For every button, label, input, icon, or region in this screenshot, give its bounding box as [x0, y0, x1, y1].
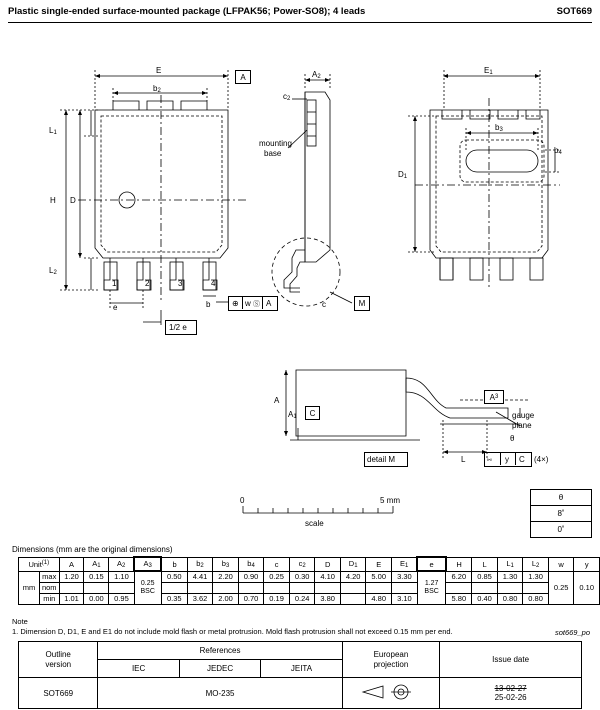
scale-five-mm: 5 mm	[380, 496, 400, 505]
dim-arrow	[223, 74, 228, 78]
col-A1: A1	[84, 557, 109, 571]
dim-arrow	[284, 431, 288, 436]
cell-D-nom	[315, 582, 341, 593]
dim-arrow	[325, 78, 330, 82]
label-H: H	[50, 196, 56, 205]
cell-L-max: 0.85	[472, 571, 498, 582]
dim-arrow	[443, 450, 448, 454]
package-code: SOT669	[556, 6, 592, 17]
cell-b-nom	[161, 582, 187, 593]
angle-min: 0˚	[557, 525, 565, 534]
cell-b3-max: 2.20	[213, 571, 239, 582]
cell-A3-bsc: 0.25 BSC	[134, 571, 161, 604]
dim-arrow	[95, 74, 100, 78]
col-b3: b3	[213, 557, 239, 571]
label-L2: L2	[49, 266, 57, 276]
col-w: w	[548, 557, 574, 571]
cell-c-max: 0.25	[264, 571, 290, 582]
note-title: Note	[12, 617, 28, 626]
table-row	[19, 582, 600, 593]
label-D: D	[70, 196, 76, 205]
col-b: b	[161, 557, 187, 571]
footer-table	[18, 641, 582, 709]
label-E: E	[156, 66, 162, 75]
cell-c-nom	[264, 582, 290, 593]
mmc-symbol-icon: Ⓢ	[253, 301, 260, 308]
european-projection-symbol	[342, 678, 440, 709]
label-A: A	[274, 396, 280, 405]
cell-e-bsc: 1.27 BSC	[417, 571, 446, 604]
cell-A1-max: 0.15	[84, 571, 109, 582]
datum-C: C	[305, 406, 320, 420]
label-b4: b4	[554, 146, 562, 156]
iec-header: IEC	[98, 660, 179, 678]
scale-caption: scale	[305, 519, 324, 528]
cell-A2-nom	[109, 582, 134, 593]
jedec-value: MO-235	[98, 678, 342, 709]
label-A3-box: A 3	[484, 390, 504, 404]
cell-b2-min: 3.62	[187, 593, 213, 604]
cell-A2-min: 0.95	[109, 593, 134, 604]
cell-L1-max: 1.30	[497, 571, 523, 582]
pin-1: 1	[112, 279, 117, 288]
cell-b3-nom	[213, 582, 239, 593]
issue-date-values	[440, 678, 582, 709]
jeita-header: JEITA	[261, 660, 342, 678]
col-c: c	[264, 557, 290, 571]
cell-E1-max: 3.30	[391, 571, 417, 582]
col-E1: E1	[391, 557, 417, 571]
dim-arrow	[305, 78, 310, 82]
cell-L1-min: 0.80	[497, 593, 523, 604]
label-gauge-plane-line1: gauge	[512, 411, 535, 420]
gdt-datum-A: A	[266, 299, 272, 308]
cell-b4-nom	[238, 582, 264, 593]
footer-header-row	[19, 642, 582, 660]
cell-A-max: 1.20	[59, 571, 84, 582]
detail-M-callout: M	[354, 296, 370, 311]
cell-b3-min: 2.00	[213, 593, 239, 604]
position-symbol-icon: ⊕	[232, 299, 239, 308]
col-e: e	[417, 557, 446, 571]
note-text: 1. Dimension D, D1, E and E1 do not include mold flash or metal protrusion. Mold flash protrusion shall not exceed 0.15 mm per end.	[12, 627, 453, 636]
cell-b4-max: 0.90	[238, 571, 264, 582]
cell-b2-nom	[187, 582, 213, 593]
col-b4: b4	[238, 557, 264, 571]
label-c: c	[322, 300, 326, 309]
label-four-x: (4×)	[534, 455, 549, 464]
label-D1: D1	[398, 170, 408, 180]
pin-4: 4	[211, 279, 216, 288]
label-b: b	[206, 300, 211, 309]
label-gauge-plane-line2: plane	[512, 421, 532, 430]
col-b2: b2	[187, 557, 213, 571]
issue-date-new: 25-02-26	[494, 693, 527, 702]
col-c2: c2	[289, 557, 315, 571]
cell-c-min: 0.19	[264, 593, 290, 604]
cell-E1-min: 3.10	[391, 593, 417, 604]
col-E: E	[366, 557, 392, 571]
scale-zero: 0	[240, 496, 245, 505]
parallelism-symbol-icon: ⑅	[487, 455, 492, 464]
dim-arrow	[535, 74, 540, 78]
cell-b2-max: 4.41	[187, 571, 213, 582]
cell-L2-min: 0.80	[523, 593, 549, 604]
cell-c2-min: 0.24	[289, 593, 315, 604]
cell-E-max: 5.00	[366, 571, 392, 582]
cell-b-min: 0.35	[161, 593, 187, 604]
cell-c2-nom	[289, 582, 315, 593]
row-label-max: max	[39, 571, 59, 582]
cell-L-min: 0.40	[472, 593, 498, 604]
col-L2: L2	[523, 557, 549, 571]
col-L1: L1	[497, 557, 523, 571]
cell-D1-nom	[340, 582, 366, 593]
col-A2: A2	[109, 557, 134, 571]
cell-D-max: 4.10	[315, 571, 341, 582]
dim-arrow	[202, 91, 207, 95]
label-e: e	[113, 303, 118, 312]
outline-version-header: Outline version	[19, 642, 98, 678]
row-label-nom: nom	[39, 582, 59, 593]
cell-A1-min: 0.00	[84, 593, 109, 604]
cell-D1-min	[340, 593, 366, 604]
european-projection-header: European projection	[342, 642, 440, 678]
cell-A2-max: 1.10	[109, 571, 134, 582]
cell-H-max: 6.20	[446, 571, 472, 582]
angle-header: θ	[531, 490, 591, 506]
datum-A-top: A	[235, 70, 251, 84]
col-L: L	[472, 557, 498, 571]
table-row	[19, 571, 600, 582]
label-mounting-base-line1: mounting	[259, 139, 292, 148]
label-A2: A2	[312, 70, 321, 80]
col-D: D	[315, 557, 341, 571]
table-header-row	[19, 557, 600, 571]
label-L1: L1	[49, 126, 57, 136]
cell-A1-nom	[84, 582, 109, 593]
cell-w: 0.25	[548, 571, 574, 604]
cell-c2-max: 0.30	[289, 571, 315, 582]
jedec-header: JEDEC	[179, 660, 260, 678]
dim-arrow	[466, 131, 471, 135]
label-b3: b3	[495, 123, 503, 133]
flatness-datum-C: C	[519, 455, 525, 464]
cell-D-min: 3.80	[315, 593, 341, 604]
label-A1: A1	[288, 410, 297, 420]
issue-date-old: 13-02-27	[494, 684, 527, 693]
col-A: A	[59, 557, 84, 571]
cell-L2-max: 1.30	[523, 571, 549, 582]
pin-3: 3	[178, 279, 183, 288]
cell-L-nom	[472, 582, 498, 593]
note-block	[12, 617, 453, 637]
cell-D1-max: 4.20	[340, 571, 366, 582]
label-c2: c2	[283, 92, 291, 102]
col-A3: A3	[134, 557, 161, 571]
cell-b4-min: 0.70	[238, 593, 264, 604]
cell-A-min: 1.01	[59, 593, 84, 604]
row-label-min: min	[39, 593, 59, 604]
cell-H-min: 5.80	[446, 593, 472, 604]
angle-max: 8˚	[531, 506, 591, 522]
label-half-e: 1/2 e	[169, 323, 187, 332]
footer-value-row	[19, 678, 582, 709]
dim-arrow	[443, 74, 448, 78]
cell-L2-nom	[523, 582, 549, 593]
label-L: L	[461, 455, 466, 464]
cell-E1-nom	[391, 582, 417, 593]
dim-arrow	[78, 110, 82, 115]
dim-arrow	[284, 370, 288, 375]
issue-date-header: Issue date	[440, 642, 582, 678]
references-header: References	[98, 642, 342, 660]
unit-label: mm	[19, 571, 40, 604]
dim-arrow	[64, 285, 68, 290]
table-row	[19, 593, 600, 604]
label-E1: E1	[484, 66, 493, 76]
label-b2: b2	[153, 84, 161, 94]
cell-L1-nom	[497, 582, 523, 593]
dim-arrow	[533, 131, 538, 135]
cell-H-nom	[446, 582, 472, 593]
label-theta: θ	[510, 434, 515, 443]
cell-A-nom	[59, 582, 84, 593]
dimensions-caption: Dimensions (mm are the original dimensions)	[12, 545, 173, 554]
angle-table	[530, 489, 592, 538]
outline-version-value: SOT669	[19, 678, 98, 709]
pin-2: 2	[145, 279, 150, 288]
drawing-signature: sot669_po	[554, 628, 590, 637]
dim-arrow	[413, 116, 417, 121]
dimensions-table	[18, 556, 600, 605]
cell-y: 0.10	[574, 571, 600, 604]
dim-arrow	[78, 253, 82, 258]
dim-arrow	[64, 110, 68, 115]
label-detail-M: detail M	[367, 455, 396, 464]
page-title: Plastic single-ended surface-mounted package (LFPAK56; Power-SO8); 4 leads	[8, 6, 366, 17]
cell-b-max: 0.50	[161, 571, 187, 582]
col-H: H	[446, 557, 472, 571]
cell-E-nom	[366, 582, 392, 593]
gdt-w: w	[245, 299, 251, 308]
cell-E-min: 4.80	[366, 593, 392, 604]
col-y: y	[574, 557, 600, 571]
col-D1: D1	[340, 557, 366, 571]
dim-arrow	[113, 91, 118, 95]
flatness-y: y	[505, 455, 509, 464]
col-unit: Unit$^{(1)}$	[19, 557, 60, 571]
dim-arrow	[413, 247, 417, 252]
label-mounting-base-line2: base	[264, 149, 282, 158]
